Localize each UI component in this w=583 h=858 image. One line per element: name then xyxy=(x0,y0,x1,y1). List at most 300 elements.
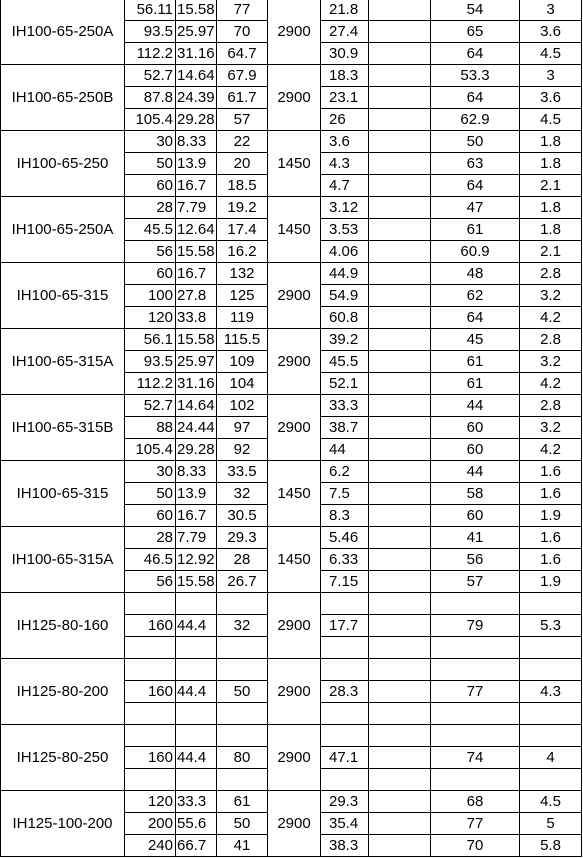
table-row xyxy=(1,791,582,813)
model-cell: IH125-80-160 xyxy=(1,593,125,659)
motor-power-cell xyxy=(369,835,431,857)
flow-ls-cell: 15.58 xyxy=(176,0,217,21)
model-cell: IH100-65-315 xyxy=(1,263,125,329)
npsh-cell xyxy=(520,659,582,681)
table-row xyxy=(1,395,582,417)
shaft-power-cell: 33.3 xyxy=(321,395,369,417)
shaft-power-cell: 44 xyxy=(321,439,369,461)
motor-power-cell xyxy=(369,417,431,439)
flow-m3h-cell: 56.11 xyxy=(125,0,176,21)
head-cell: 22 xyxy=(217,131,268,153)
motor-power-cell xyxy=(369,791,431,813)
flow-m3h-cell: 30 xyxy=(125,131,176,153)
efficiency-cell: 61 xyxy=(431,219,520,241)
efficiency-cell: 58 xyxy=(431,483,520,505)
motor-power-cell xyxy=(369,197,431,219)
model-cell: IH100-65-250A xyxy=(1,0,125,65)
shaft-power-cell: 39.2 xyxy=(321,329,369,351)
motor-power-cell xyxy=(369,615,431,637)
flow-ls-cell: 16.7 xyxy=(176,263,217,285)
model-cell: IH100-65-250 xyxy=(1,131,125,197)
shaft-power-cell: 4.06 xyxy=(321,241,369,263)
speed-cell: 2900 xyxy=(268,0,321,65)
motor-power-cell xyxy=(369,637,431,659)
model-cell: IH100-65-250A xyxy=(1,197,125,263)
npsh-cell xyxy=(520,703,582,725)
motor-power-cell xyxy=(369,769,431,791)
npsh-cell: 4.5 xyxy=(520,791,582,813)
efficiency-cell: 47 xyxy=(431,197,520,219)
flow-m3h-cell xyxy=(125,725,176,747)
head-cell: 67.9 xyxy=(217,65,268,87)
table-row xyxy=(1,131,582,153)
npsh-cell: 3 xyxy=(520,0,582,21)
motor-power-cell xyxy=(369,65,431,87)
motor-power-cell xyxy=(369,505,431,527)
shaft-power-cell: 35.4 xyxy=(321,813,369,835)
shaft-power-cell: 26 xyxy=(321,109,369,131)
motor-power-cell xyxy=(369,681,431,703)
npsh-cell: 4.5 xyxy=(520,109,582,131)
flow-ls-cell: 27.8 xyxy=(176,285,217,307)
efficiency-cell: 77 xyxy=(431,813,520,835)
shaft-power-cell: 18.3 xyxy=(321,65,369,87)
npsh-cell: 4.2 xyxy=(520,307,582,329)
model-cell: IH125-80-250 xyxy=(1,725,125,791)
shaft-power-cell: 7.15 xyxy=(321,571,369,593)
flow-m3h-cell: 28 xyxy=(125,197,176,219)
flow-ls-cell: 44.4 xyxy=(176,747,217,769)
speed-cell: 1450 xyxy=(268,461,321,527)
efficiency-cell: 64 xyxy=(431,87,520,109)
npsh-cell: 1.8 xyxy=(520,131,582,153)
head-cell: 28 xyxy=(217,549,268,571)
npsh-cell: 3 xyxy=(520,65,582,87)
flow-m3h-cell: 93.5 xyxy=(125,21,176,43)
efficiency-cell: 79 xyxy=(431,615,520,637)
npsh-cell: 5 xyxy=(520,813,582,835)
speed-cell: 2900 xyxy=(268,791,321,857)
flow-ls-cell xyxy=(176,593,217,615)
npsh-cell: 1.6 xyxy=(520,527,582,549)
flow-m3h-cell: 200 xyxy=(125,813,176,835)
head-cell: 57 xyxy=(217,109,268,131)
head-cell xyxy=(217,769,268,791)
flow-m3h-cell: 100 xyxy=(125,285,176,307)
flow-m3h-cell xyxy=(125,637,176,659)
flow-ls-cell: 29.28 xyxy=(176,439,217,461)
shaft-power-cell: 28.3 xyxy=(321,681,369,703)
motor-power-cell xyxy=(369,263,431,285)
efficiency-cell: 60 xyxy=(431,505,520,527)
flow-m3h-cell: 56 xyxy=(125,571,176,593)
flow-m3h-cell: 60 xyxy=(125,175,176,197)
shaft-power-cell: 38.7 xyxy=(321,417,369,439)
flow-ls-cell xyxy=(176,659,217,681)
efficiency-cell xyxy=(431,703,520,725)
flow-ls-cell: 8.33 xyxy=(176,461,217,483)
flow-m3h-cell: 52.7 xyxy=(125,65,176,87)
efficiency-cell: 70 xyxy=(431,835,520,857)
motor-power-cell xyxy=(369,593,431,615)
npsh-cell xyxy=(520,725,582,747)
efficiency-cell xyxy=(431,725,520,747)
npsh-cell: 2.1 xyxy=(520,241,582,263)
flow-ls-cell: 31.16 xyxy=(176,43,217,65)
efficiency-cell xyxy=(431,637,520,659)
motor-power-cell xyxy=(369,659,431,681)
flow-ls-cell: 29.28 xyxy=(176,109,217,131)
flow-m3h-cell: 56.1 xyxy=(125,329,176,351)
flow-ls-cell: 7.79 xyxy=(176,527,217,549)
flow-ls-cell: 33.8 xyxy=(176,307,217,329)
flow-m3h-cell: 46.5 xyxy=(125,549,176,571)
shaft-power-cell: 8.3 xyxy=(321,505,369,527)
flow-ls-cell: 66.7 xyxy=(176,835,217,857)
motor-power-cell xyxy=(369,703,431,725)
flow-ls-cell: 7.79 xyxy=(176,197,217,219)
head-cell: 92 xyxy=(217,439,268,461)
efficiency-cell: 61 xyxy=(431,373,520,395)
flow-m3h-cell xyxy=(125,703,176,725)
speed-cell: 1450 xyxy=(268,527,321,593)
flow-m3h-cell: 160 xyxy=(125,681,176,703)
flow-ls-cell: 25.97 xyxy=(176,21,217,43)
motor-power-cell xyxy=(369,483,431,505)
flow-ls-cell xyxy=(176,703,217,725)
efficiency-cell: 74 xyxy=(431,747,520,769)
motor-power-cell xyxy=(369,527,431,549)
head-cell: 18.5 xyxy=(217,175,268,197)
flow-ls-cell: 15.58 xyxy=(176,571,217,593)
npsh-cell: 4.3 xyxy=(520,681,582,703)
head-cell: 26.7 xyxy=(217,571,268,593)
efficiency-cell: 54 xyxy=(431,0,520,21)
npsh-cell: 2.1 xyxy=(520,175,582,197)
npsh-cell: 4.5 xyxy=(520,43,582,65)
flow-ls-cell: 24.39 xyxy=(176,87,217,109)
flow-m3h-cell: 45.5 xyxy=(125,219,176,241)
flow-ls-cell: 12.64 xyxy=(176,219,217,241)
npsh-cell: 3.2 xyxy=(520,285,582,307)
npsh-cell: 2.8 xyxy=(520,395,582,417)
shaft-power-cell: 44.9 xyxy=(321,263,369,285)
efficiency-cell: 64 xyxy=(431,175,520,197)
npsh-cell: 1.8 xyxy=(520,153,582,175)
shaft-power-cell: 23.1 xyxy=(321,87,369,109)
speed-cell: 2900 xyxy=(268,329,321,395)
flow-m3h-cell: 240 xyxy=(125,835,176,857)
shaft-power-cell: 4.7 xyxy=(321,175,369,197)
shaft-power-cell: 27.4 xyxy=(321,21,369,43)
flow-ls-cell xyxy=(176,725,217,747)
table-row xyxy=(1,659,582,681)
efficiency-cell: 44 xyxy=(431,461,520,483)
table-row xyxy=(1,461,582,483)
motor-power-cell xyxy=(369,153,431,175)
motor-power-cell xyxy=(369,725,431,747)
shaft-power-cell: 4.3 xyxy=(321,153,369,175)
head-cell: 20 xyxy=(217,153,268,175)
flow-m3h-cell: 120 xyxy=(125,307,176,329)
motor-power-cell xyxy=(369,373,431,395)
head-cell: 102 xyxy=(217,395,268,417)
efficiency-cell: 57 xyxy=(431,571,520,593)
efficiency-cell xyxy=(431,659,520,681)
model-cell: IH125-80-200 xyxy=(1,659,125,725)
motor-power-cell xyxy=(369,21,431,43)
head-cell: 50 xyxy=(217,813,268,835)
flow-m3h-cell: 105.4 xyxy=(125,109,176,131)
efficiency-cell: 53.3 xyxy=(431,65,520,87)
efficiency-cell: 60 xyxy=(431,417,520,439)
motor-power-cell xyxy=(369,219,431,241)
efficiency-cell xyxy=(431,593,520,615)
efficiency-cell: 44 xyxy=(431,395,520,417)
model-cell: IH100-65-315A xyxy=(1,527,125,593)
motor-power-cell xyxy=(369,461,431,483)
head-cell: 64.7 xyxy=(217,43,268,65)
efficiency-cell: 77 xyxy=(431,681,520,703)
motor-power-cell xyxy=(369,307,431,329)
efficiency-cell: 56 xyxy=(431,549,520,571)
flow-m3h-cell: 60 xyxy=(125,263,176,285)
efficiency-cell: 41 xyxy=(431,527,520,549)
flow-m3h-cell: 30 xyxy=(125,461,176,483)
shaft-power-cell: 54.9 xyxy=(321,285,369,307)
head-cell: 115.5 xyxy=(217,329,268,351)
model-cell: IH125-100-200 xyxy=(1,791,125,857)
head-cell xyxy=(217,725,268,747)
efficiency-cell: 61 xyxy=(431,351,520,373)
flow-ls-cell: 13.9 xyxy=(176,153,217,175)
flow-ls-cell: 14.64 xyxy=(176,65,217,87)
flow-m3h-cell: 50 xyxy=(125,153,176,175)
motor-power-cell xyxy=(369,571,431,593)
head-cell: 80 xyxy=(217,747,268,769)
shaft-power-cell: 6.2 xyxy=(321,461,369,483)
speed-cell: 2900 xyxy=(268,593,321,659)
flow-ls-cell: 24.44 xyxy=(176,417,217,439)
efficiency-cell: 62 xyxy=(431,285,520,307)
motor-power-cell xyxy=(369,131,431,153)
flow-m3h-cell: 160 xyxy=(125,615,176,637)
head-cell: 104 xyxy=(217,373,268,395)
flow-m3h-cell: 28 xyxy=(125,527,176,549)
efficiency-cell: 64 xyxy=(431,43,520,65)
efficiency-cell: 50 xyxy=(431,131,520,153)
flow-ls-cell: 31.16 xyxy=(176,373,217,395)
shaft-power-cell: 3.6 xyxy=(321,131,369,153)
head-cell: 119 xyxy=(217,307,268,329)
head-cell: 32 xyxy=(217,615,268,637)
head-cell: 77 xyxy=(217,0,268,21)
flow-m3h-cell: 56 xyxy=(125,241,176,263)
table-row xyxy=(1,263,582,285)
efficiency-cell xyxy=(431,769,520,791)
shaft-power-cell: 3.12 xyxy=(321,197,369,219)
npsh-cell: 5.3 xyxy=(520,615,582,637)
flow-m3h-cell: 120 xyxy=(125,791,176,813)
head-cell: 17.4 xyxy=(217,219,268,241)
shaft-power-cell: 45.5 xyxy=(321,351,369,373)
table-row xyxy=(1,527,582,549)
flow-m3h-cell: 112.2 xyxy=(125,43,176,65)
flow-ls-cell: 8.33 xyxy=(176,131,217,153)
head-cell: 19.2 xyxy=(217,197,268,219)
table-body xyxy=(1,0,582,857)
motor-power-cell xyxy=(369,329,431,351)
head-cell: 132 xyxy=(217,263,268,285)
head-cell xyxy=(217,659,268,681)
shaft-power-cell: 52.1 xyxy=(321,373,369,395)
flow-ls-cell: 15.58 xyxy=(176,241,217,263)
motor-power-cell xyxy=(369,351,431,373)
flow-ls-cell: 14.64 xyxy=(176,395,217,417)
flow-ls-cell xyxy=(176,769,217,791)
npsh-cell xyxy=(520,593,582,615)
shaft-power-cell xyxy=(321,725,369,747)
flow-ls-cell: 33.3 xyxy=(176,791,217,813)
npsh-cell: 3.6 xyxy=(520,21,582,43)
head-cell: 61 xyxy=(217,791,268,813)
head-cell: 109 xyxy=(217,351,268,373)
shaft-power-cell xyxy=(321,769,369,791)
shaft-power-cell: 7.5 xyxy=(321,483,369,505)
speed-cell: 2900 xyxy=(268,659,321,725)
head-cell: 61.7 xyxy=(217,87,268,109)
flow-m3h-cell: 112.2 xyxy=(125,373,176,395)
speed-cell: 2900 xyxy=(268,65,321,131)
motor-power-cell xyxy=(369,87,431,109)
flow-ls-cell: 16.7 xyxy=(176,175,217,197)
speed-cell: 1450 xyxy=(268,131,321,197)
table-row xyxy=(1,65,582,87)
head-cell: 33.5 xyxy=(217,461,268,483)
speed-cell: 1450 xyxy=(268,197,321,263)
motor-power-cell xyxy=(369,175,431,197)
flow-m3h-cell: 87.8 xyxy=(125,87,176,109)
flow-m3h-cell xyxy=(125,659,176,681)
shaft-power-cell: 29.3 xyxy=(321,791,369,813)
head-cell: 41 xyxy=(217,835,268,857)
npsh-cell: 1.8 xyxy=(520,219,582,241)
model-cell: IH100-65-250B xyxy=(1,65,125,131)
flow-m3h-cell xyxy=(125,769,176,791)
head-cell: 30.5 xyxy=(217,505,268,527)
speed-cell: 2900 xyxy=(268,725,321,791)
head-cell: 125 xyxy=(217,285,268,307)
efficiency-cell: 64 xyxy=(431,307,520,329)
npsh-cell xyxy=(520,637,582,659)
flow-ls-cell: 44.4 xyxy=(176,681,217,703)
model-cell: IH100-65-315A xyxy=(1,329,125,395)
head-cell xyxy=(217,703,268,725)
efficiency-cell: 48 xyxy=(431,263,520,285)
shaft-power-cell xyxy=(321,659,369,681)
efficiency-cell: 65 xyxy=(431,21,520,43)
head-cell xyxy=(217,593,268,615)
flow-m3h-cell: 105.4 xyxy=(125,439,176,461)
npsh-cell: 1.6 xyxy=(520,461,582,483)
head-cell: 29.3 xyxy=(217,527,268,549)
motor-power-cell xyxy=(369,813,431,835)
head-cell: 32 xyxy=(217,483,268,505)
flow-ls-cell: 55.6 xyxy=(176,813,217,835)
head-cell: 97 xyxy=(217,417,268,439)
motor-power-cell xyxy=(369,395,431,417)
flow-ls-cell: 44.4 xyxy=(176,615,217,637)
npsh-cell: 1.9 xyxy=(520,505,582,527)
shaft-power-cell xyxy=(321,637,369,659)
motor-power-cell xyxy=(369,109,431,131)
npsh-cell: 3.6 xyxy=(520,87,582,109)
npsh-cell: 3.2 xyxy=(520,417,582,439)
model-cell: IH100-65-315B xyxy=(1,395,125,461)
shaft-power-cell: 6.33 xyxy=(321,549,369,571)
efficiency-cell: 45 xyxy=(431,329,520,351)
npsh-cell: 2.8 xyxy=(520,329,582,351)
table-row xyxy=(1,197,582,219)
shaft-power-cell: 60.8 xyxy=(321,307,369,329)
speed-cell: 2900 xyxy=(268,395,321,461)
motor-power-cell xyxy=(369,747,431,769)
flow-m3h-cell xyxy=(125,593,176,615)
table-row xyxy=(1,329,582,351)
head-cell: 70 xyxy=(217,21,268,43)
table-row xyxy=(1,725,582,747)
efficiency-cell: 62.9 xyxy=(431,109,520,131)
efficiency-cell: 60.9 xyxy=(431,241,520,263)
motor-power-cell xyxy=(369,43,431,65)
flow-ls-cell: 25.97 xyxy=(176,351,217,373)
table-row xyxy=(1,0,582,21)
npsh-cell: 4.2 xyxy=(520,373,582,395)
npsh-cell: 2.8 xyxy=(520,263,582,285)
flow-m3h-cell: 60 xyxy=(125,505,176,527)
npsh-cell: 3.2 xyxy=(520,351,582,373)
shaft-power-cell xyxy=(321,593,369,615)
npsh-cell: 1.6 xyxy=(520,549,582,571)
npsh-cell: 5.8 xyxy=(520,835,582,857)
flow-ls-cell: 13.9 xyxy=(176,483,217,505)
flow-m3h-cell: 50 xyxy=(125,483,176,505)
shaft-power-cell: 30.9 xyxy=(321,43,369,65)
flow-ls-cell: 15.58 xyxy=(176,329,217,351)
shaft-power-cell: 38.3 xyxy=(321,835,369,857)
efficiency-cell: 63 xyxy=(431,153,520,175)
motor-power-cell xyxy=(369,0,431,21)
efficiency-cell: 68 xyxy=(431,791,520,813)
npsh-cell: 1.9 xyxy=(520,571,582,593)
shaft-power-cell: 3.53 xyxy=(321,219,369,241)
flow-m3h-cell: 160 xyxy=(125,747,176,769)
shaft-power-cell: 17.7 xyxy=(321,615,369,637)
flow-ls-cell: 16.7 xyxy=(176,505,217,527)
flow-m3h-cell: 52.7 xyxy=(125,395,176,417)
shaft-power-cell: 5.46 xyxy=(321,527,369,549)
npsh-cell: 1.6 xyxy=(520,483,582,505)
shaft-power-cell: 47.1 xyxy=(321,747,369,769)
speed-cell: 2900 xyxy=(268,263,321,329)
flow-ls-cell xyxy=(176,637,217,659)
shaft-power-cell xyxy=(321,703,369,725)
shaft-power-cell: 21.8 xyxy=(321,0,369,21)
efficiency-cell: 60 xyxy=(431,439,520,461)
flow-ls-cell: 12.92 xyxy=(176,549,217,571)
head-cell xyxy=(217,637,268,659)
npsh-cell xyxy=(520,769,582,791)
